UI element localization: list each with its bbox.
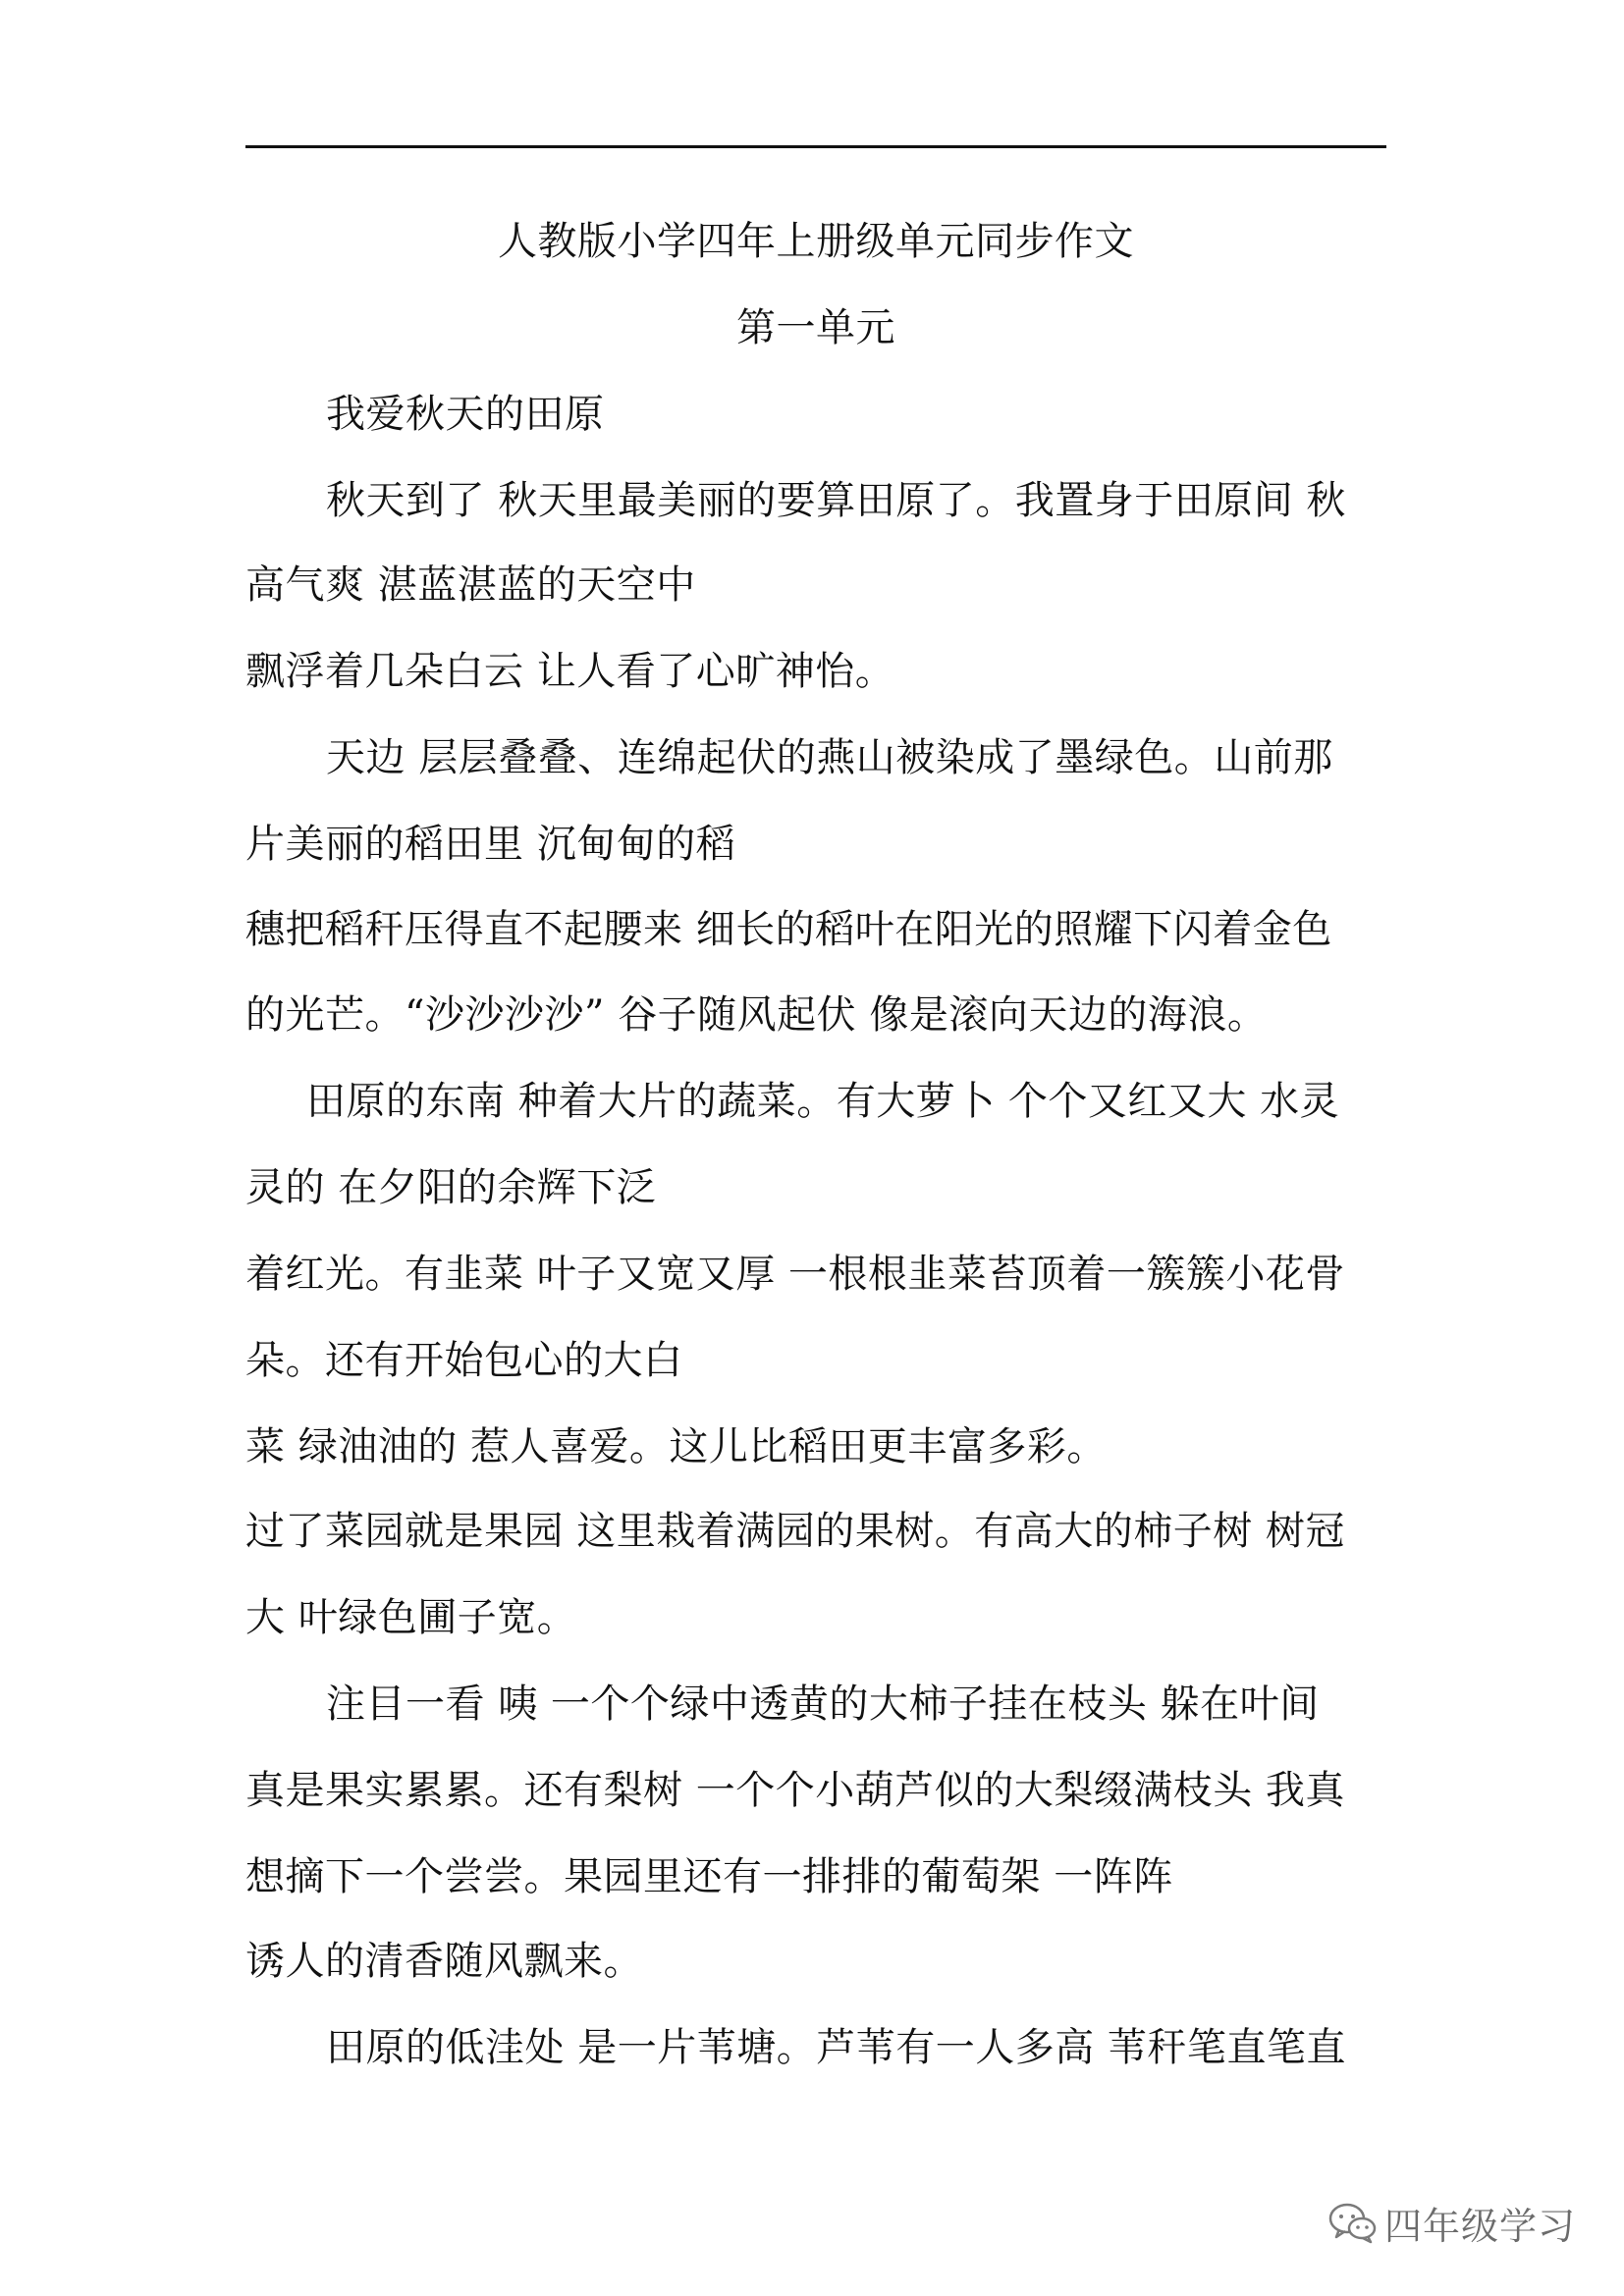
watermark-text: 四年级学习 [1384, 2204, 1577, 2248]
text-line: 天边 层层叠叠、连绵起伏的燕山被染成了墨绿色。山前那 [326, 735, 1333, 780]
text-line: 想摘下一个尝尝。果园里还有一排排的葡萄架 一阵阵 [245, 1854, 1173, 1899]
document-title: 人教版小学四年上册级单元同步作文 [498, 219, 1134, 264]
text-line: 飘浮着几朵白云 让人看了心旷神怡。 [245, 649, 895, 694]
text-line: 菜 绿油油的 惹人喜爱。这儿比稻田更丰富多彩。 [245, 1424, 1107, 1469]
text-line: 片美丽的稻田里 沉甸甸的稻 [245, 822, 736, 867]
essay-title: 我爱秋天的田原 [326, 392, 605, 437]
text-line: 高气爽 湛蓝湛蓝的天空中 [245, 562, 696, 608]
wechat-icon [1327, 2201, 1379, 2244]
unit-heading: 第一单元 [736, 305, 895, 350]
text-line: 诱人的清香随风飘来。 [245, 1939, 643, 1984]
text-line: 大 叶绿色圃子宽。 [245, 1595, 577, 1640]
text-line: 的光芒。“沙沙沙沙” 谷子随风起伏 像是滚向天边的海浪。 [245, 992, 1268, 1038]
text-line: 朵。还有开始包心的大白 [245, 1338, 683, 1383]
text-line: 真是果实累累。还有梨树 一个个小葫芦似的大梨缀满枝头 我真 [245, 1768, 1345, 1813]
text-line: 灵的 在夕阳的余辉下泛 [245, 1165, 657, 1210]
text-line: 着红光。有韭菜 叶子又宽又厚 一根根韭菜苔顶着一簇簇小花骨 [245, 1252, 1345, 1297]
watermark [1327, 2199, 1576, 2246]
text-line: 注目一看 咦 一个个绿中透黄的大柿子挂在枝头 躲在叶间 [326, 1682, 1320, 1727]
header-rule [245, 145, 1386, 148]
text-line: 过了菜园就是果园 这里栽着满园的果树。有高大的柿子树 树冠 [245, 1509, 1345, 1554]
text-line: 穗把稻秆压得直不起腰来 细长的稻叶在阳光的照耀下闪着金色 [245, 907, 1332, 952]
text-line: 田原的东南 种着大片的蔬菜。有大萝卜 个个又红又大 水灵 [306, 1079, 1340, 1124]
text-line: 秋天到了 秋天里最美丽的要算田原了。我置身于田原间 秋 [326, 478, 1346, 523]
text-line: 田原的低洼处 是一片苇塘。芦苇有一人多高 苇秆笔直笔直 [326, 2025, 1346, 2070]
